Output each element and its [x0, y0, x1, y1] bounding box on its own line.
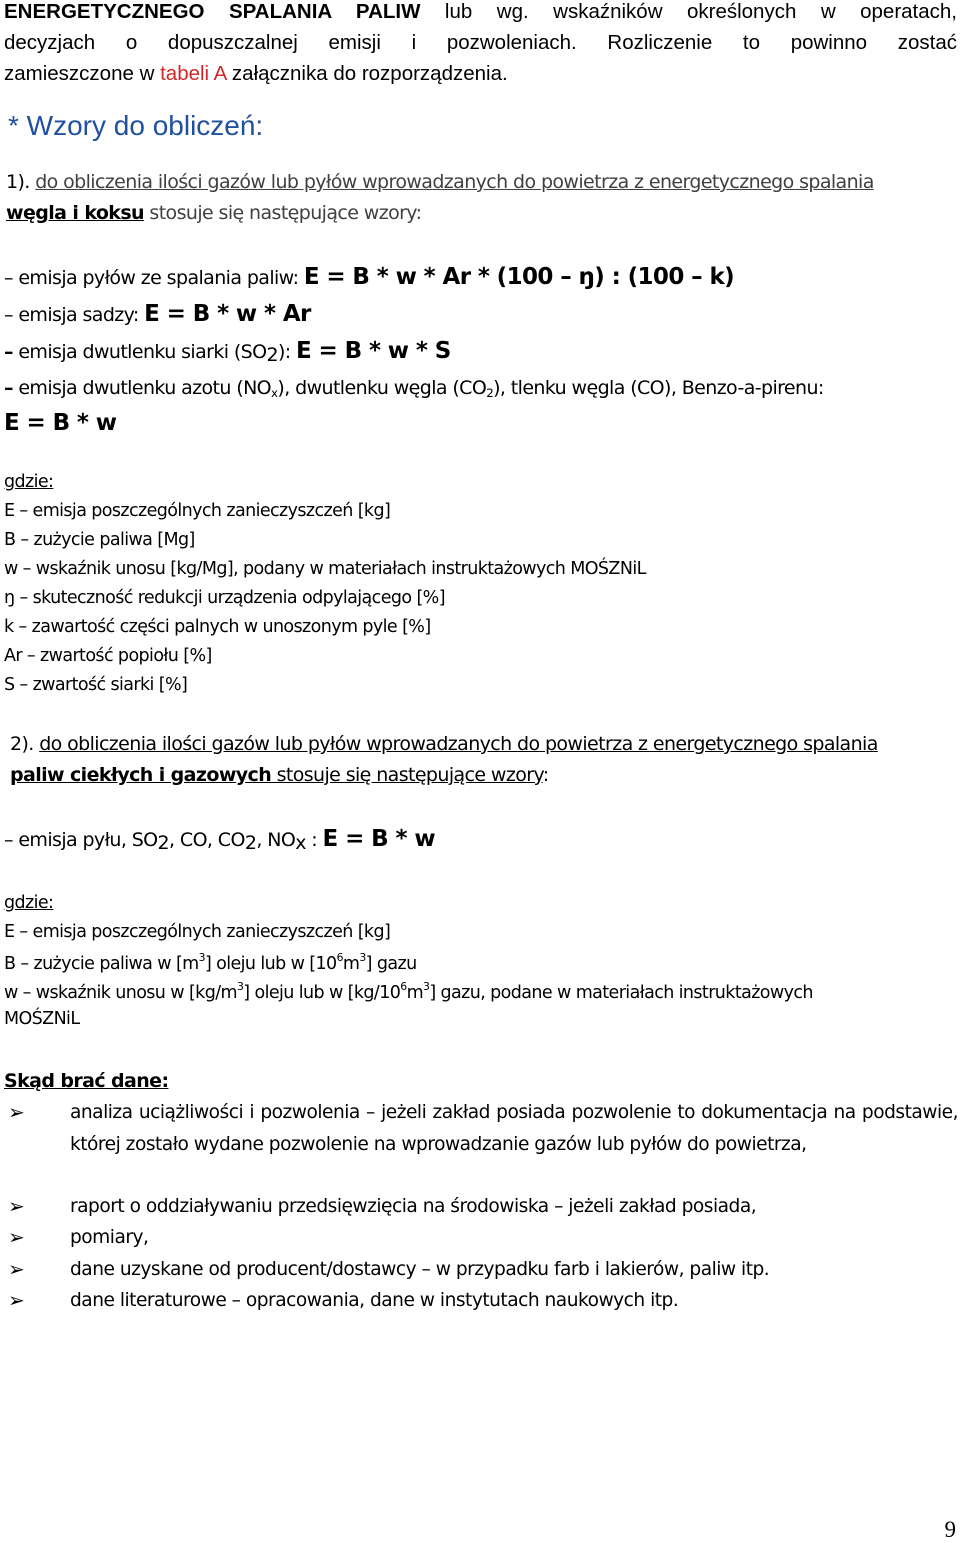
- section2-text-part1: do obliczenia ilości gazów lub pyłów wprowadzanych do powietrza z energetycznego spalania: [39, 733, 878, 755]
- formula-gases-sub-2: 2: [486, 386, 494, 400]
- formula-so2: [4, 338, 451, 366]
- sources-item-5: dane literaturowe – opracowania, dane w instytutach naukowych itp.: [70, 1290, 679, 1311]
- section1-def-w: w – wskaźnik unosu [kg/Mg], podany w materiałach instruktażowych MOŚZNiL: [4, 559, 646, 579]
- sources-item-2: raport o oddziaływaniu przedsięwzięcia na środowiska – jeżeli zakład posiada,: [70, 1196, 757, 1217]
- section1-def-ar: Ar – zwartość popiołu [%]: [4, 646, 212, 666]
- formula-gases-a: emisja dwutlenku azotu (NO: [12, 377, 272, 399]
- section2-where-label: gdzie:: [4, 893, 54, 913]
- def-b-part4: ] gazu: [365, 954, 417, 974]
- section1-fuel-type: węgla i koksu: [6, 202, 144, 224]
- section2-colon: :: [542, 764, 549, 786]
- formula-so2-label: emisja dwutlenku siarki (SO: [12, 341, 267, 363]
- bullet-arrow-icon: ➢: [8, 1225, 25, 1249]
- section1-text-part2: stosuje się następujące wzory:: [143, 202, 422, 224]
- section2-intro-line2: [10, 764, 549, 786]
- formula-liquid-sub1: 2: [157, 832, 170, 854]
- formula-dust: [4, 264, 734, 290]
- section1-intro-line1: [6, 171, 958, 193]
- formula-so2-expression: E = B * w * S: [296, 338, 451, 364]
- bullet-arrow-icon: ➢: [8, 1288, 25, 1312]
- def-w-part3: m: [406, 983, 424, 1003]
- section2-intro-line1: [10, 733, 958, 755]
- def-b-part1: B – zużycie paliwa w [m: [4, 954, 199, 974]
- formula-so2-sub: 2: [266, 344, 278, 366]
- formula-gases-b: ), dwutlenku węgla (CO: [277, 377, 487, 399]
- sources-item-1: analiza uciążliwości i pozwolenia – jeżeli zakład posiada pozwolenie to dokumentacja na podstawie, której zostało wydane pozwolenie na wprowadzanie gazów lub pyłów do powietrza,: [70, 1102, 958, 1155]
- formula-gases-expression: E = B * w: [4, 410, 117, 436]
- page-number: 9: [944, 1517, 956, 1542]
- formula-dust-label: – emisja pyłów ze spalania paliw:: [4, 267, 304, 289]
- intro-line-1: [4, 0, 957, 24]
- formula-gases-sub-x: x: [271, 386, 278, 400]
- formula-liquid-c: , NO: [256, 829, 296, 851]
- intro-bold: ENERGETYCZNEGO SPALANIA PALIW: [4, 0, 421, 23]
- formula-liquid-b: , CO, CO: [169, 829, 245, 851]
- formula-liquid-subx: x: [295, 832, 306, 854]
- bullet-arrow-icon: ➢: [8, 1257, 25, 1281]
- section2-def-b: [4, 951, 417, 974]
- section1-def-k: k – zawartość części palnych w unoszonym pyle [%]: [4, 617, 431, 637]
- formulas-heading: * Wzory do obliczeń:: [8, 110, 264, 141]
- section2-def-w-cont: MOŚZNiL: [4, 1009, 80, 1029]
- formula-gases-c: ), tlenku węgla (CO), Benzo-a-pirenu:: [493, 377, 824, 399]
- table-a-link[interactable]: tabeli A: [160, 62, 227, 85]
- def-w-part4: ] gazu, podane w materiałach instruktażowych: [429, 983, 813, 1003]
- def-b-part3: m: [342, 954, 360, 974]
- intro-line-3: [4, 62, 508, 86]
- intro-line-1-rest: lub wg. wskaźników określonych w operatach,: [420, 0, 957, 23]
- section1-number: 1).: [6, 171, 36, 193]
- section1-def-s: S – zwartość siarki [%]: [4, 675, 188, 695]
- formula-so2-dash: –: [4, 341, 13, 363]
- formula-so2-close: ):: [277, 341, 297, 363]
- formula-soot: [4, 301, 311, 327]
- def-b-sup3: 3: [359, 951, 366, 964]
- section2-def-w: [4, 980, 813, 1003]
- formula-liquid-sub2: 2: [244, 832, 257, 854]
- section2-number: 2).: [10, 733, 40, 755]
- def-b-part2: ] oleju lub w [10: [204, 954, 337, 974]
- intro-line-3-pre: zamieszczone w: [4, 62, 161, 85]
- def-w-sup3: 3: [423, 980, 430, 993]
- section1-def-b: B – zużycie paliwa [Mg]: [4, 530, 195, 550]
- sources-heading: Skąd brać dane:: [4, 1070, 169, 1092]
- formula-dust-expression: E = B * w * Ar * (100 – ŋ) : (100 – k): [303, 264, 735, 290]
- formula-liquid-a: – emisja pyłu, SO: [4, 829, 158, 851]
- intro-line-3-post: załącznika do rozporządzenia.: [226, 62, 508, 85]
- formula-gases: [4, 377, 824, 400]
- intro-line-2: decyzjach o dopuszczalnej emisji i pozwoleniach. Rozliczenie to powinno zostać: [4, 31, 957, 54]
- section1-text-part1: do obliczenia ilości gazów lub pyłów wprowadzanych do powietrza z energetycznego spalania: [35, 171, 874, 193]
- def-w-sup2: 6: [400, 980, 407, 993]
- def-w-sup1: 3: [236, 980, 244, 993]
- section2-text-part2: stosuje się następujące wzory: [271, 764, 543, 786]
- def-w-part2: ] oleju lub w [kg/10: [243, 983, 401, 1003]
- section1-where-label: gdzie:: [4, 472, 54, 492]
- bullet-arrow-icon: ➢: [8, 1100, 25, 1124]
- formula-liquid-expression: E = B * w: [322, 826, 435, 852]
- def-w-part1: w – wskaźnik unosu w [kg/m: [4, 983, 237, 1003]
- sources-item-4: dane uzyskane od producent/dostawcy – w przypadku farb i lakierów, paliw itp.: [70, 1259, 770, 1280]
- sources-item-3: pomiary,: [70, 1227, 149, 1248]
- section2-fuel-type: paliw ciekłych i gazowych: [10, 764, 272, 786]
- section1-def-e: E – emisja poszczególnych zanieczyszczeń [kg]: [4, 501, 391, 521]
- def-b-sup2: 6: [336, 951, 343, 964]
- formula-soot-label: – emisja sadzy:: [4, 304, 145, 326]
- def-b-sup1: 3: [198, 951, 205, 964]
- section1-intro-line2: [6, 202, 421, 224]
- formula-soot-expression: E = B * w * Ar: [144, 301, 311, 327]
- bullet-arrow-icon: ➢: [8, 1194, 25, 1218]
- formula-gases-dash: –: [4, 377, 13, 399]
- section1-def-eta: ŋ – skuteczność redukcji urządzenia odpylającego [%]: [4, 588, 445, 608]
- section2-def-e: E – emisja poszczególnych zanieczyszczeń [kg]: [4, 922, 391, 942]
- formula-liquid-d: :: [305, 829, 323, 851]
- formula-liquid-gas: [4, 826, 435, 854]
